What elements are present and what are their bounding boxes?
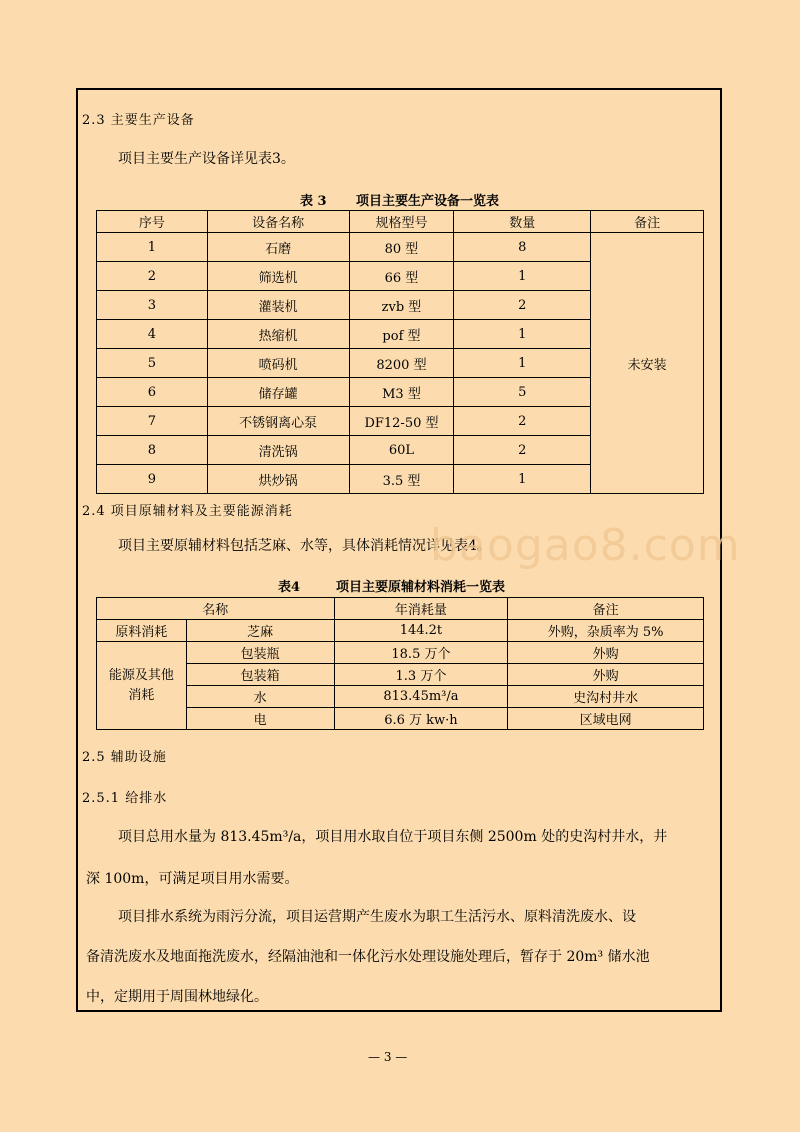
header-cell: 年消耗量 [334, 598, 508, 620]
qty-cell: 2 [454, 407, 591, 436]
group-cell: 原料消耗 [97, 620, 187, 642]
name-cell: 不锈钢离心泵 [207, 407, 349, 436]
header-cell: 名称 [97, 598, 335, 620]
name-cell: 储存罐 [207, 378, 349, 407]
spec-cell: 66 型 [349, 262, 454, 291]
name-cell: 水 [186, 686, 334, 708]
index-cell: 5 [97, 349, 208, 378]
name-cell: 烘炒锅 [207, 465, 349, 494]
table-row [97, 686, 704, 708]
name-cell: 包装瓶 [186, 642, 334, 664]
watermark: baogao8.com [430, 520, 741, 571]
page-number: — 3 — [368, 1050, 408, 1064]
qty-cell: 1 [454, 349, 591, 378]
table-row [97, 708, 704, 730]
header-cell: 规格型号 [349, 211, 454, 233]
index-cell: 8 [97, 436, 208, 465]
section-2-4-title: 2.4 项目原辅材料及主要能源消耗 [82, 504, 293, 519]
remark-cell: 未安装 [591, 233, 704, 494]
water-use-paragraph-line-1: 项目总用水量为 813.45m³/a，项目用水取自位于项目东侧 2500m 处的史沟村井水，井 [118, 829, 668, 845]
table-header-row [97, 211, 704, 233]
header-cell: 备注 [591, 211, 704, 233]
drainage-paragraph-line-2: 备清洗废水及地面拖洗废水，经隔油池和一体化污水处理设施处理后，暂存于 20m³ 储水池 [86, 949, 650, 965]
index-cell: 9 [97, 465, 208, 494]
spec-cell: zvb 型 [349, 291, 454, 320]
spec-cell: DF12-50 型 [349, 407, 454, 436]
drainage-paragraph-line-3: 中，定期用于周围林地绿化。 [86, 989, 268, 1005]
group-line-2: 消耗 [128, 687, 155, 703]
spec-cell: 60L [349, 436, 454, 465]
remark-cell: 外购，杂质率为 5% [508, 620, 704, 642]
header-cell: 序号 [97, 211, 208, 233]
spec-cell: M3 型 [349, 378, 454, 407]
qty-cell: 2 [454, 291, 591, 320]
section-2-4-intro: 项目主要原辅材料包括芝麻、水等，具体消耗情况详见表4。 [118, 538, 491, 554]
water-use-paragraph-line-2: 深 100m，可满足项目用水需要。 [86, 871, 299, 887]
table3-caption-number: 表 3 [300, 194, 327, 209]
section-2-5-title: 2.5 辅助设施 [82, 750, 167, 765]
name-cell: 清洗锅 [207, 436, 349, 465]
name-cell: 包装箱 [186, 664, 334, 686]
qty-cell: 1 [454, 465, 591, 494]
table-row [97, 642, 704, 664]
name-cell: 电 [186, 708, 334, 730]
group-cell [97, 642, 187, 730]
header-cell: 备注 [508, 598, 704, 620]
spec-cell: 8200 型 [349, 349, 454, 378]
index-cell: 4 [97, 320, 208, 349]
spec-cell: 80 型 [349, 233, 454, 262]
drainage-paragraph-line-1: 项目排水系统为雨污分流，项目运营期产生废水为职工生活污水、原料清洗废水、设 [118, 909, 636, 925]
index-cell: 6 [97, 378, 208, 407]
spec-cell: pof 型 [349, 320, 454, 349]
name-cell: 喷码机 [207, 349, 349, 378]
name-cell: 筛选机 [207, 262, 349, 291]
index-cell: 2 [97, 262, 208, 291]
qty-cell: 2 [454, 436, 591, 465]
remark-cell: 外购 [508, 664, 704, 686]
qty-cell: 8 [454, 233, 591, 262]
annual-cell: 813.45m³/a [334, 686, 508, 708]
table-row [97, 620, 704, 642]
index-cell: 7 [97, 407, 208, 436]
header-cell: 数量 [454, 211, 591, 233]
equipment-table [96, 210, 704, 494]
name-cell: 热缩机 [207, 320, 349, 349]
qty-cell: 1 [454, 262, 591, 291]
group-line-1: 能源及其他 [108, 667, 174, 683]
materials-table [96, 597, 704, 730]
table-row [97, 664, 704, 686]
table3-caption-title: 项目主要生产设备一览表 [356, 194, 500, 209]
table-header-row [97, 598, 704, 620]
section-2-3-intro: 项目主要生产设备详见表3。 [118, 151, 295, 167]
annual-cell: 6.6 万 kw·h [334, 708, 508, 730]
section-2-3-title: 2.3 主要生产设备 [82, 113, 195, 128]
remark-cell: 史沟村井水 [508, 686, 704, 708]
section-2-5-1-title: 2.5.1 给排水 [82, 791, 168, 806]
annual-cell: 144.2t [334, 620, 508, 642]
table-row [97, 233, 704, 262]
annual-cell: 18.5 万个 [334, 642, 508, 664]
index-cell: 3 [97, 291, 208, 320]
name-cell: 芝麻 [186, 620, 334, 642]
index-cell: 1 [97, 233, 208, 262]
spec-cell: 3.5 型 [349, 465, 454, 494]
table4-caption-title: 项目主要原辅材料消耗一览表 [336, 580, 506, 595]
table4-caption-number: 表4 [278, 580, 301, 595]
qty-cell: 1 [454, 320, 591, 349]
name-cell: 石磨 [207, 233, 349, 262]
header-cell: 设备名称 [207, 211, 349, 233]
remark-cell: 外购 [508, 642, 704, 664]
annual-cell: 1.3 万个 [334, 664, 508, 686]
qty-cell: 5 [454, 378, 591, 407]
remark-cell: 区域电网 [508, 708, 704, 730]
name-cell: 灌装机 [207, 291, 349, 320]
